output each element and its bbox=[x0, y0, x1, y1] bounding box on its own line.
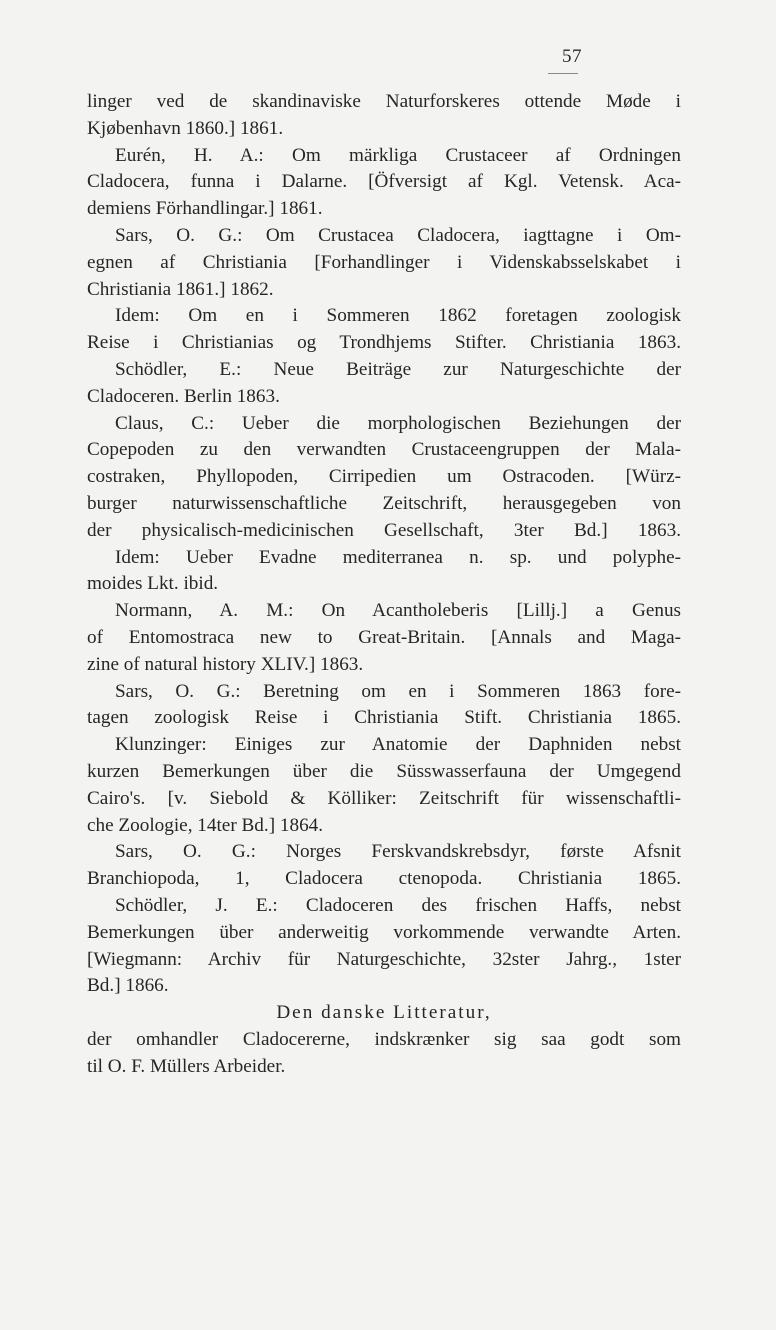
text-line: Eurén, H. A.: Om märkliga Crustaceer af Ordningen bbox=[115, 144, 681, 166]
section-heading: Den danske Litteratur, bbox=[276, 1002, 492, 1024]
text-line: Bd.] 1866. bbox=[87, 975, 169, 997]
text-line: Cairo's. [v. Siebold & Kölliker: Zeitschrift für wissenschaftli- bbox=[87, 787, 681, 809]
text-line: Copepoden zu den verwandten Crustaceengruppen der Mala- bbox=[87, 439, 681, 461]
text-line: che Zoologie, 14ter Bd.] 1864. bbox=[87, 814, 324, 836]
text-line: Schödler, E.: Neue Beiträge zur Naturgeschichte der bbox=[115, 358, 681, 380]
text-line: Bemerkungen über anderweitig vorkommende verwandte Arten. bbox=[87, 921, 681, 943]
text-line: costraken, Phyllopoden, Cirripedien um Ostracoden. [Würz- bbox=[87, 466, 681, 488]
bibliography-text bbox=[87, 89, 681, 1080]
text-line: Schödler, J. E.: Cladoceren des frischen Haffs, nebst bbox=[115, 894, 681, 916]
text-line: Sars, O. G.: Om Crustacea Cladocera, iagttagne i Om- bbox=[115, 224, 681, 246]
text-line: Christiania 1861.] 1862. bbox=[87, 278, 274, 300]
text-line: moides Lkt. ibid. bbox=[87, 573, 219, 595]
text-line: [Wiegmann: Archiv für Naturgeschichte, 32ster Jahrg., 1ster bbox=[87, 948, 681, 970]
text-line: der physicalisch-medicinischen Gesellschaft, 3ter Bd.] 1863. bbox=[87, 519, 681, 541]
text-line: Claus, C.: Ueber die morphologischen Beziehungen der bbox=[115, 412, 681, 434]
text-line: der omhandler Cladocererne, indskrænker sig saa godt som bbox=[87, 1028, 681, 1050]
text-line: of Entomostraca new to Great-Britain. [Annals and Maga- bbox=[87, 626, 681, 648]
text-line: zine of natural history XLIV.] 1863. bbox=[87, 653, 364, 675]
text-line: burger naturwissenschaftliche Zeitschrift, herausgegeben von bbox=[87, 492, 681, 514]
text-line: Cladoceren. Berlin 1863. bbox=[87, 385, 280, 407]
text-line: Branchiopoda, 1, Cladocera ctenopoda. Christiania 1865. bbox=[87, 868, 681, 890]
text-line: Klunzinger: Einiges zur Anatomie der Daphniden nebst bbox=[115, 734, 681, 756]
text-line: til O. F. Müllers Arbeider. bbox=[87, 1055, 286, 1077]
text-line: linger ved de skandinaviske Naturforskeres ottende Møde i bbox=[87, 91, 681, 112]
text-line: Idem: Om en i Sommeren 1862 foretagen zoologisk bbox=[115, 305, 681, 327]
text-line: Kjøbenhavn 1860.] 1861. bbox=[87, 117, 284, 139]
text-line: tagen zoologisk Reise i Christiania Stift. Christiania 1865. bbox=[87, 707, 681, 729]
text-line: Sars, O. G.: Norges Ferskvandskrebsdyr, første Afsnit bbox=[115, 841, 681, 863]
text-line: egnen af Christiania [Forhandlinger i Videnskabsselskabet i bbox=[87, 251, 681, 273]
text-line: Cladocera, funna i Dalarne. [Öfversigt af Kgl. Vetensk. Aca- bbox=[87, 171, 681, 193]
text-line: Normann, A. M.: On Acantholeberis [Lillj.] a Genus bbox=[115, 600, 681, 622]
page-number-rule bbox=[548, 73, 578, 74]
page-number: 57 bbox=[562, 46, 582, 67]
text-line: demiens Förhandlingar.] 1861. bbox=[87, 198, 323, 220]
text-line: Reise i Christianias og Trondhjems Stifter. Christiania 1863. bbox=[87, 332, 681, 354]
text-line: Sars, O. G.: Beretning om en i Sommeren 1863 fore- bbox=[115, 680, 681, 702]
text-line: Idem: Ueber Evadne mediterranea n. sp. und polyphe- bbox=[115, 546, 681, 568]
text-line: kurzen Bemerkungen über die Süsswasserfauna der Umgegend bbox=[87, 760, 681, 782]
